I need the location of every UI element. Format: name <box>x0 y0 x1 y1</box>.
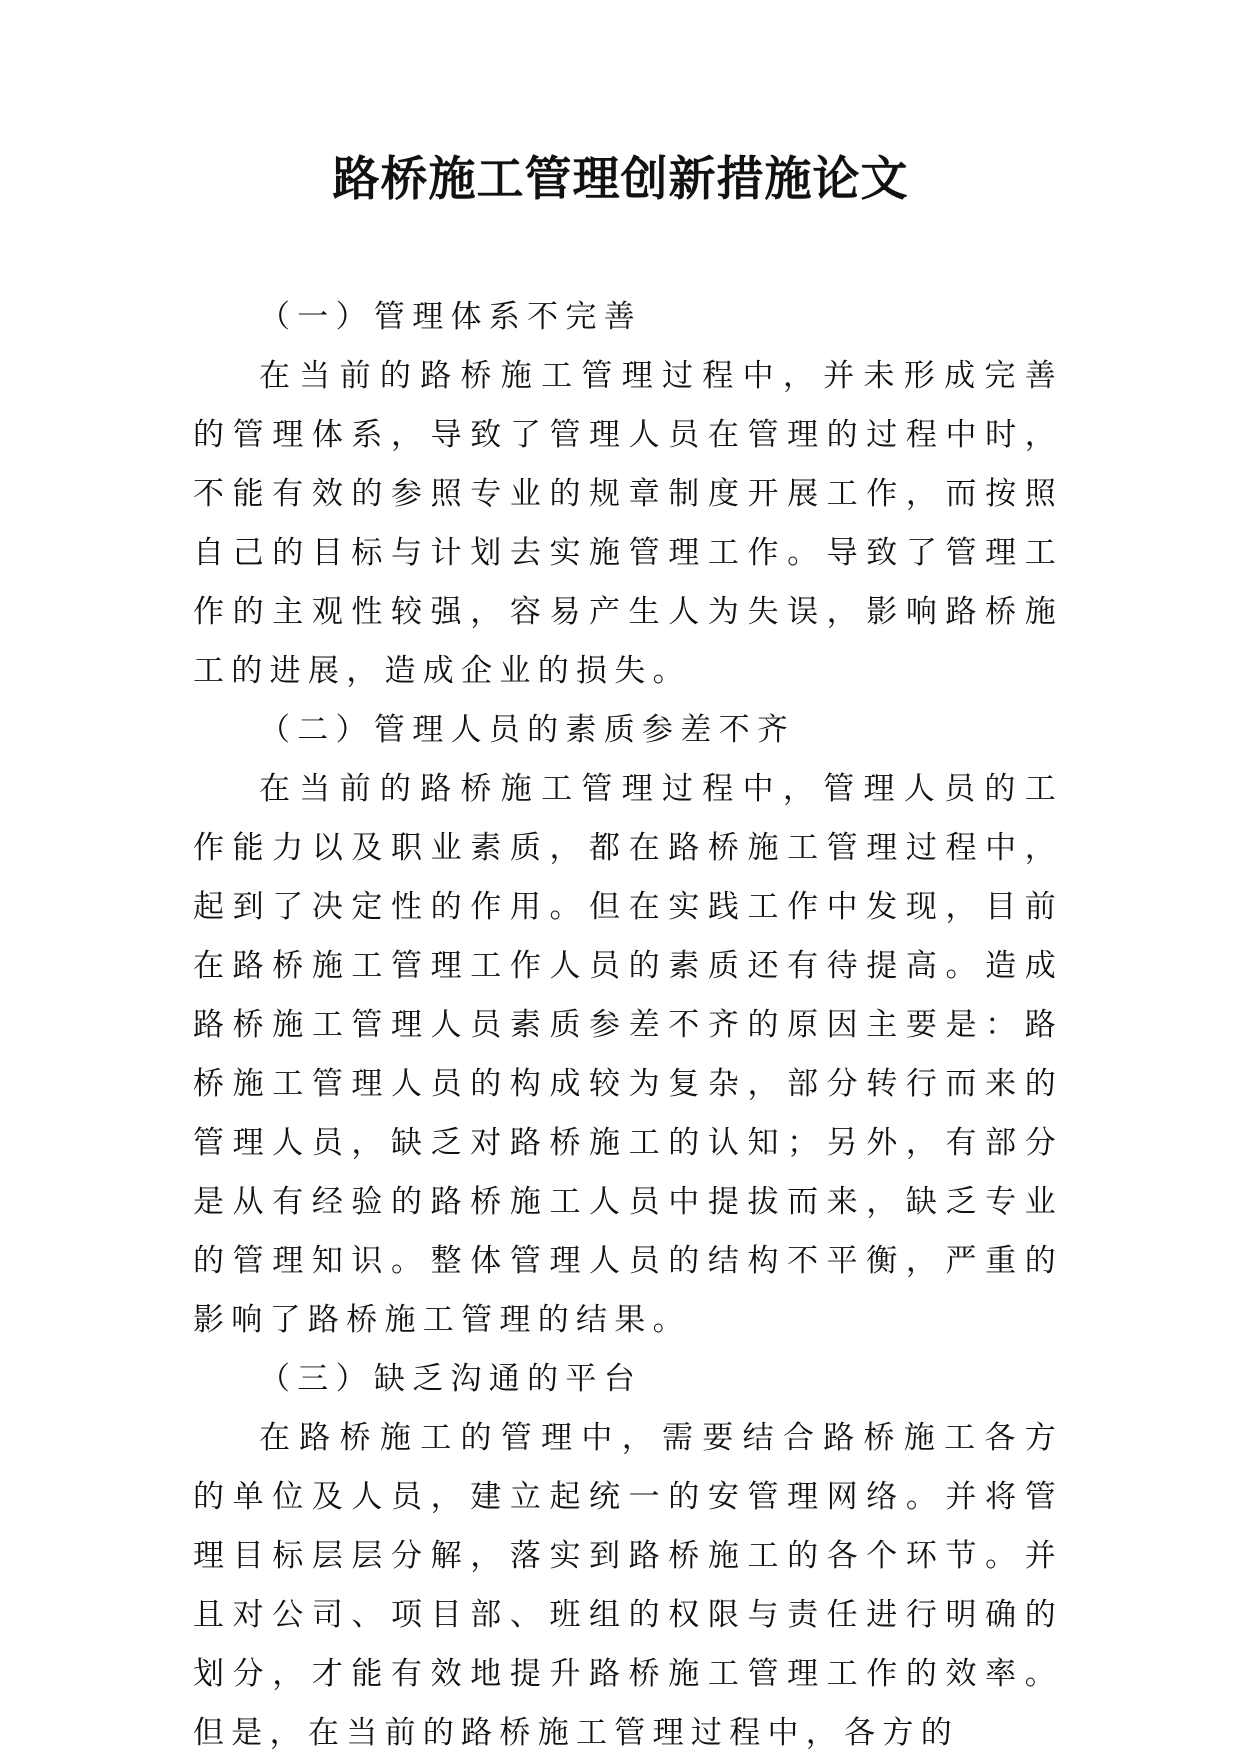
section-paragraph: 在当前的路桥施工管理过程中，管理人员的工作能力以及职业素质，都在路桥施工管理过程中，起到了决定性的作用。但在实践工作中发现，目前在路桥施工管理工作人员的素质还有待提高。造成路桥施工管理人员素质参差不齐的原因主要是：路桥施工管理人员的构成较为复杂，部分转行而来的管理人员，缺乏对路桥施工的认知；另外，有部分是从有经验的路桥施工人员中提拔而来，缺乏专业的管理知识。整体管理人员的结构不平衡，严重的影响了路桥施工管理的结果。 <box>193 771 1063 1338</box>
section-1 <box>193 288 1063 701</box>
section-3 <box>193 1350 1063 1763</box>
document-body <box>193 288 1063 1763</box>
section-2 <box>193 701 1063 1350</box>
document-title: 路桥施工管理创新措施论文 <box>332 152 909 207</box>
section-heading: （一）管理体系不完善 <box>259 299 642 335</box>
section-heading: （三）缺乏沟通的平台 <box>259 1361 642 1397</box>
section-paragraph: 在当前的路桥施工管理过程中，并未形成完善的管理体系，导致了管理人员在管理的过程中时，不能有效的参照专业的规章制度开展工作，而按照自己的目标与计划去实施管理工作。导致了管理工作的主观性较强，容易产生人为失误，影响路桥施工的进展，造成企业的损失。 <box>193 358 1063 689</box>
section-heading: （二）管理人员的素质参差不齐 <box>259 712 796 748</box>
section-paragraph: 在路桥施工的管理中，需要结合路桥施工各方的单位及人员，建立起统一的安管理网络。并将管理目标层层分解，落实到路桥施工的各个环节。并且对公司、项目部、班组的权限与责任进行明确的划分，才能有效地提升路桥施工管理工作的效率。但是，在当前的路桥施工管理过程中，各方的 <box>193 1420 1063 1751</box>
